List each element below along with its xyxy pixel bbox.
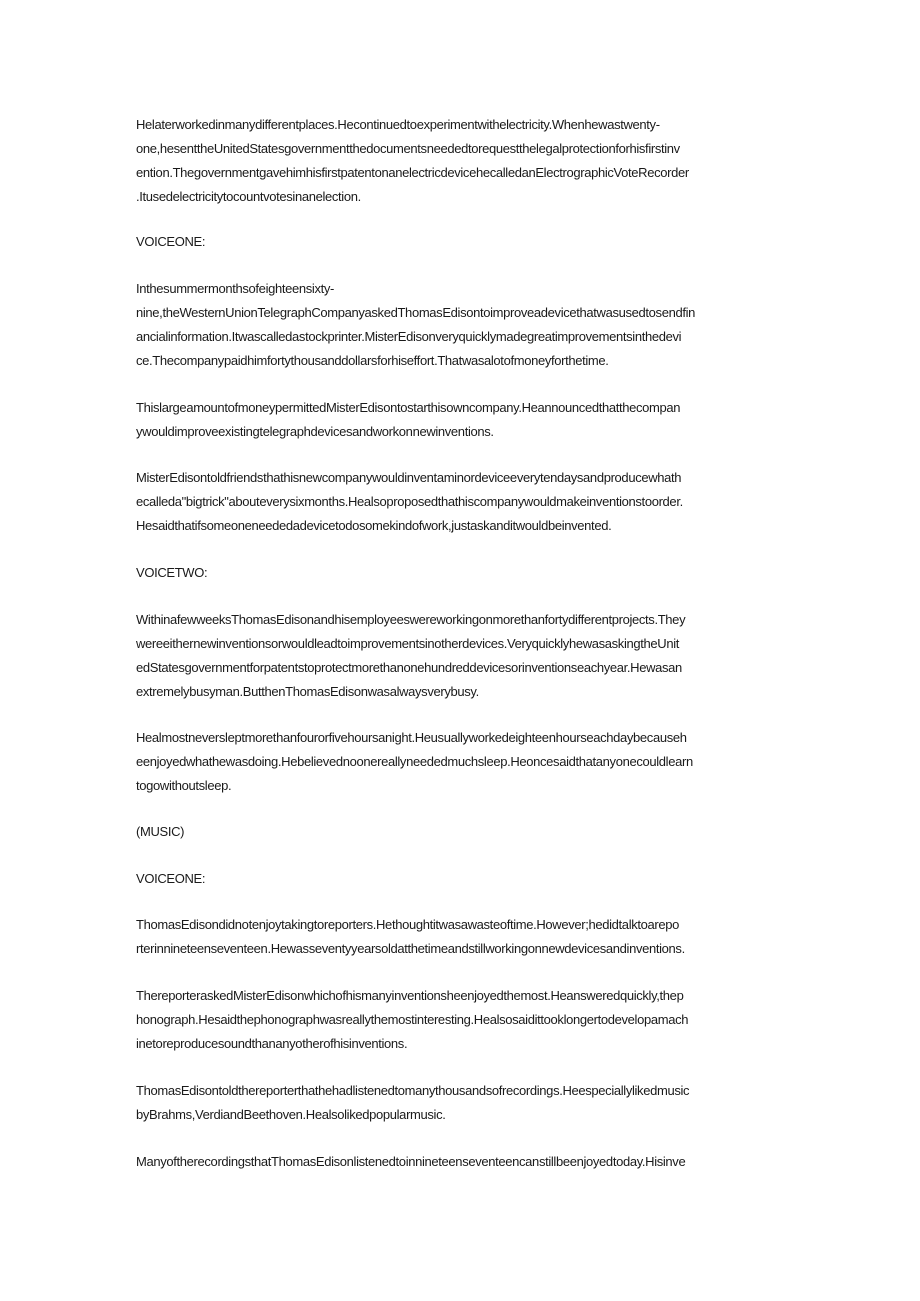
text-line: wereeithernewinventionsorwouldleadtoimprovementsinotherdevices.VeryquicklyhewasaskingtheUnit [136, 636, 680, 651]
paragraph [136, 984, 786, 1056]
paragraph [136, 1079, 786, 1127]
text-line: ThomasEdisontoldthereporterthathehadlistenedtomanythousandsofrecordings.Heespeciallylikedmusic [136, 1083, 690, 1098]
music-cue [136, 820, 786, 844]
paragraph [136, 1150, 786, 1174]
speaker-label [136, 867, 786, 891]
text-line: nine,theWesternUnionTelegraphCompanyaskedThomasEdisontoimproveadevicethatwasusedtosendfin [136, 305, 696, 320]
text-line: ce.Thecompanypaidhimfortythousanddollarsforhiseffort.Thatwasalotofmoneyforthetime. [136, 353, 609, 368]
text-line: WithinafewweeksThomasEdisonandhisemployeeswereworkingonmorethanfortydifferentprojects.They [136, 612, 686, 627]
text-line: edStatesgovernmentforpatentstoprotectmorethanonehundreddevicesorinventionseachyear.Hewasan [136, 660, 682, 675]
paragraph [136, 608, 786, 704]
text-line: rterinnineteenseventeen.Hewasseventyyearsoldatthetimeandstillworkingonnewdevicesandinventions. [136, 941, 685, 956]
paragraph [136, 277, 786, 373]
text-line: .Itusedelectricitytocountvotesinanelection. [136, 189, 361, 204]
text-line: ThislargeamountofmoneypermittedMisterEdisontostarthisowncompany.Heannouncedthatthecompan [136, 400, 681, 415]
speaker-label [136, 561, 786, 585]
paragraph [136, 113, 786, 209]
text-line: ManyoftherecordingsthatThomasEdisonlistenedtoinnineteenseventeencanstillbeenjoyedtoday.Hisinve [136, 1154, 686, 1169]
paragraph [136, 466, 786, 538]
text-line: ention.ThegovernmentgavehimhisfirstpatentonanelectricdevicehecalledanElectrographicVoteRecorder [136, 165, 689, 180]
text-line: VOICETWO: [136, 565, 208, 580]
text-line: ThomasEdisondidnotenjoytakingtoreporters.Hethoughtitwasawasteoftime.However;hedidtalktoarepo [136, 917, 680, 932]
text-line: eenjoyedwhathewasdoing.Hebelievednoonereallyneededmuchsleep.Heoncesaidthatanyonecouldlearn [136, 754, 693, 769]
text-line: Helaterworkedinmanydifferentplaces.Hecontinuedtoexperimentwithelectricity.Whenhewastwenty- [136, 117, 660, 132]
text-line: extremelybusyman.ButthenThomasEdisonwasalwaysverybusy. [136, 684, 479, 699]
text-line: ywouldimproveexistingtelegraphdevicesandworkonnewinventions. [136, 424, 494, 439]
text-line: ancialinformation.Itwascalledastockprinter.MisterEdisonveryquicklymadegreatimprovementsinthedevi [136, 329, 682, 344]
text-line: ThereporteraskedMisterEdisonwhichofhismanyinventionsheenjoyedthemost.Heansweredquickly,thep [136, 988, 684, 1003]
text-line: VOICEONE: [136, 871, 206, 886]
text-line: MisterEdisontoldfriendsthathisnewcompanywouldinventaminordeviceeverytendaysandproducewhath [136, 470, 682, 485]
paragraph [136, 396, 786, 444]
paragraph [136, 913, 786, 961]
text-line: VOICEONE: [136, 234, 206, 249]
text-line: ecalleda"bigtrick"abouteverysixmonths.Healsoproposedthathiscompanywouldmakeinventionstoorder. [136, 494, 683, 509]
text-line: togowithoutsleep. [136, 778, 232, 793]
text-line: inetoreproducesoundthananyotherofhisinventions. [136, 1036, 408, 1051]
text-line: Healmostneversleptmorethanfourorfivehoursanight.Heusuallyworkedeighteenhourseachdaybecauseh [136, 730, 687, 745]
text-line: Inthesummermonthsofeighteensixty- [136, 281, 334, 296]
text-line: byBrahms,VerdiandBeethoven.Healsolikedpopularmusic. [136, 1107, 446, 1122]
text-line: honograph.Hesaidthephonographwasreallythemostinteresting.Healsosaidittooklongertodevelopamach [136, 1012, 689, 1027]
text-line: one,hesenttheUnitedStatesgovernmentthedocumentsneededtorequestthelegalprotectionforhisfirstinv [136, 141, 680, 156]
paragraph [136, 726, 786, 798]
text-line: (MUSIC) [136, 824, 185, 839]
speaker-label [136, 230, 786, 254]
text-line: Hesaidthatifsomeoneneededadevicetodosomekindofwork,justaskanditwouldbeinvented. [136, 518, 612, 533]
